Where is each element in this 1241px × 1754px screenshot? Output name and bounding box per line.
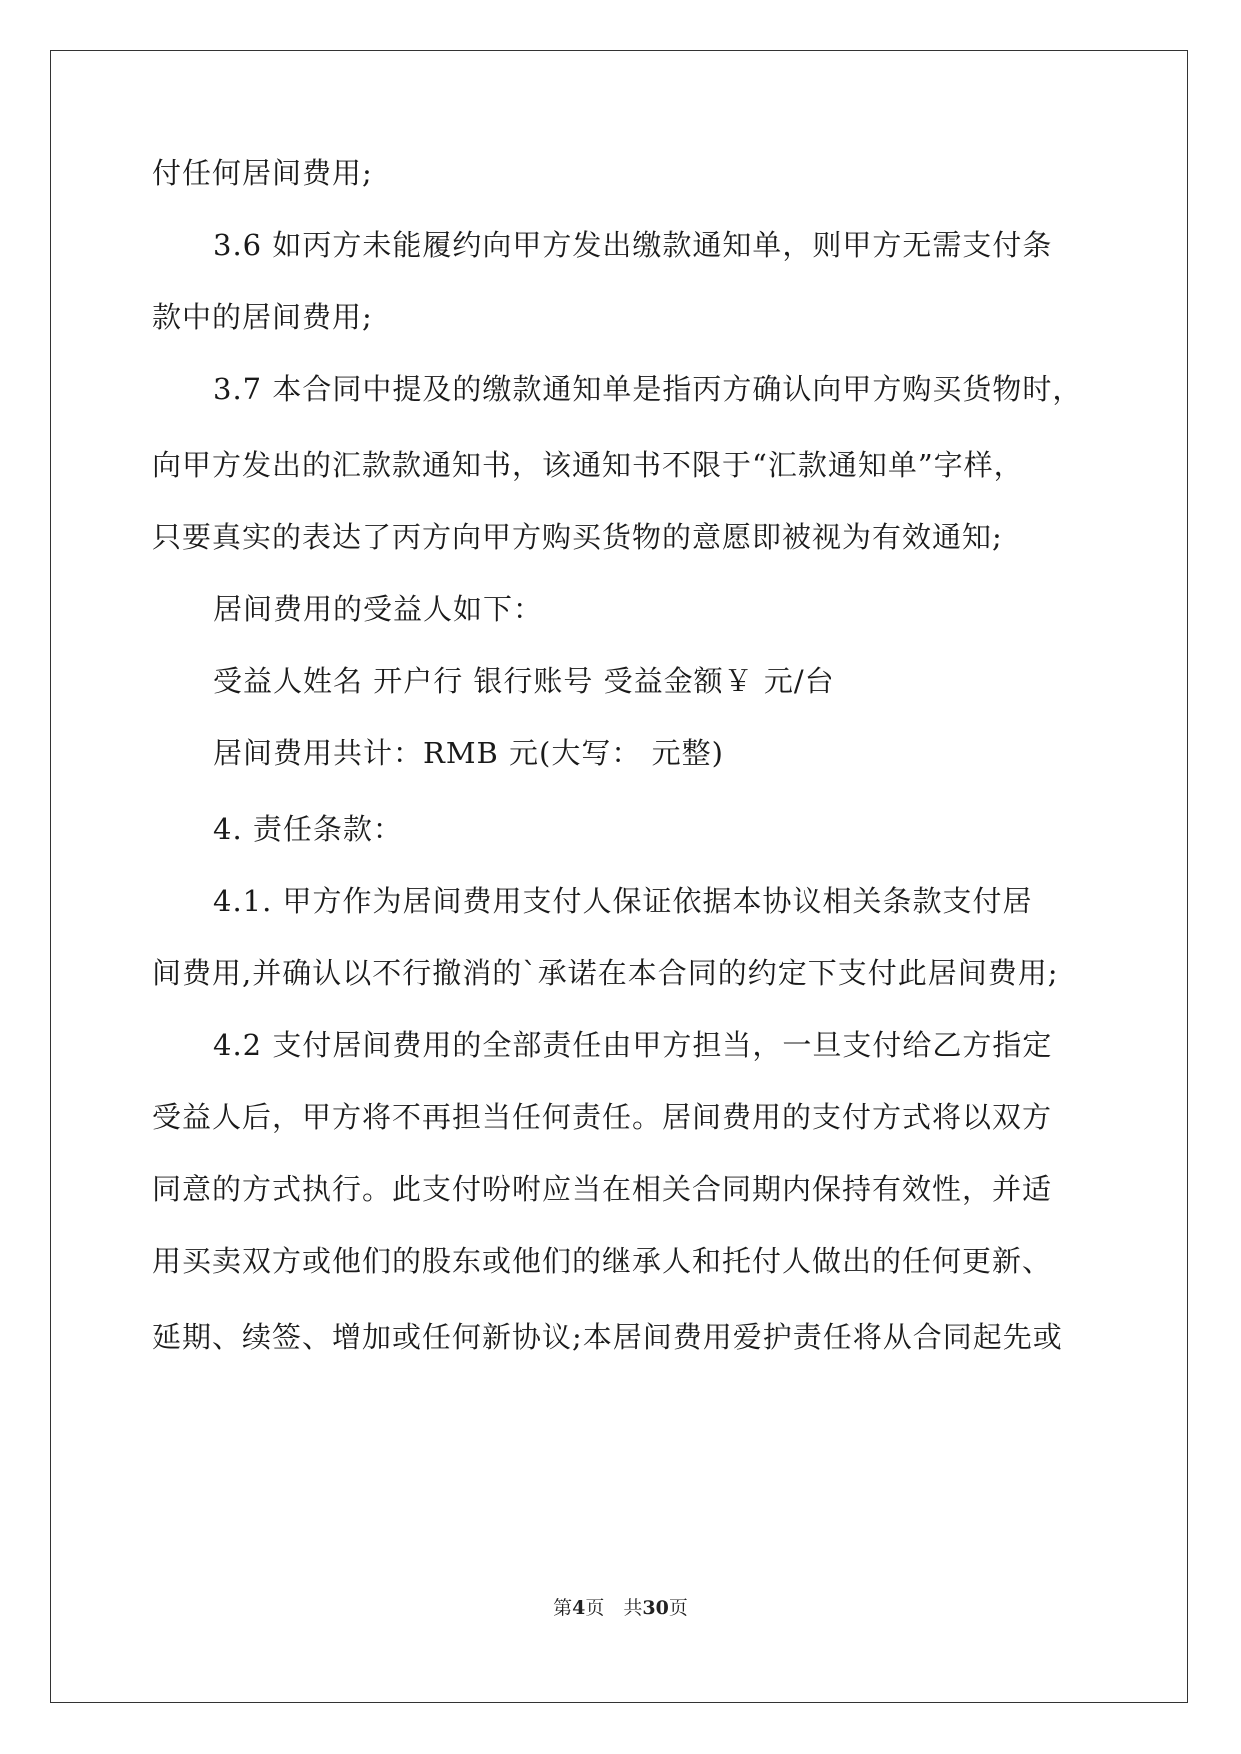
body-line-15: 同意的方式执行。此支付吩咐应当在相关合同期内保持有效性，并适 bbox=[152, 1172, 1053, 1206]
body-line-3: 款中的居间费用; bbox=[152, 300, 373, 334]
clause-4-1: 4.1. 甲方作为居间费用支付人保证依据本协议相关条款支付居 bbox=[213, 884, 1033, 918]
body-line-17: 延期、续签、增加或任何新协议;本居间费用爱护责任将从合同起先或 bbox=[152, 1320, 1063, 1354]
footer-prefix: 第 bbox=[553, 1597, 573, 1619]
body-line-1: 付任何居间费用; bbox=[152, 156, 373, 190]
body-line-5: 向甲方发出的汇款款通知书，该通知书不限于“汇款通知单”字样， bbox=[152, 448, 1024, 482]
page-border bbox=[50, 50, 1188, 1703]
body-line-12: 间费用,并确认以不行撤消的`承诺在本合同的约定下支付此居间费用; bbox=[152, 956, 1059, 990]
current-page-number: 4 bbox=[572, 1597, 586, 1619]
total-page-count: 30 bbox=[642, 1597, 669, 1619]
page-number-footer bbox=[0, 1596, 1241, 1620]
body-line-6: 只要真实的表达了丙方向甲方购买货物的意愿即被视为有效通知; bbox=[152, 520, 1003, 554]
fee-total: 居间费用共计：RMB 元(大写： 元整) bbox=[213, 736, 724, 770]
clause-4-2: 4.2 支付居间费用的全部责任由甲方担当，一旦支付给乙方指定 bbox=[213, 1028, 1053, 1062]
footer-middle: 页 共 bbox=[585, 1597, 643, 1619]
body-line-14: 受益人后，甲方将不再担当任何责任。居间费用的支付方式将以双方 bbox=[152, 1100, 1053, 1134]
clause-3-7: 3.7 本合同中提及的缴款通知单是指丙方确认向甲方购买货物时， bbox=[213, 372, 1083, 406]
clause-3-6: 3.6 如丙方未能履约向甲方发出缴款通知单，则甲方无需支付条 bbox=[213, 228, 1053, 262]
section-4-heading: 4. 责任条款： bbox=[213, 812, 403, 846]
footer-suffix: 页 bbox=[668, 1597, 688, 1619]
beneficiary-fields: 受益人姓名 开户行 银行账号 受益金额￥ 元/台 bbox=[213, 664, 835, 698]
body-line-16: 用买卖双方或他们的股东或他们的继承人和托付人做出的任何更新、 bbox=[152, 1244, 1053, 1278]
beneficiary-heading: 居间费用的受益人如下： bbox=[213, 592, 544, 626]
